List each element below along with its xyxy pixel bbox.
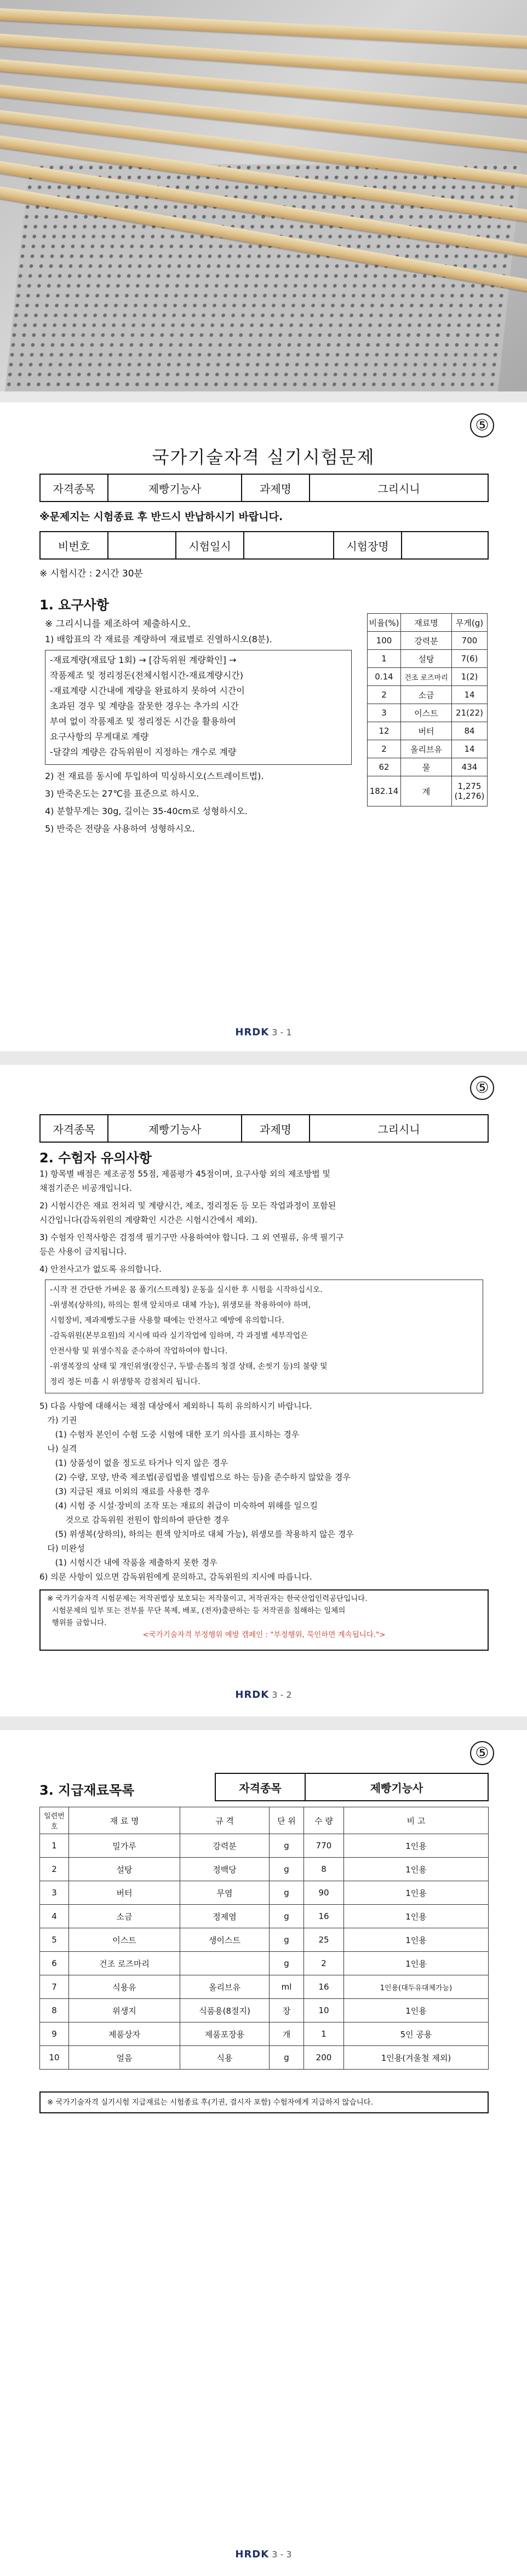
table-row [368, 686, 488, 704]
notice-item: (4) 시험 중 시설·장비의 조작 또는 재료의 취급이 미숙하여 위해를 일으킬 [39, 1501, 318, 1511]
id-label: 시험장명 [334, 532, 402, 559]
materials-cell: 식용 [180, 2046, 270, 2070]
materials-cell: 200 [304, 2046, 344, 2070]
recipe-cell: 1(2) [452, 668, 488, 686]
materials-cell [180, 1952, 270, 1975]
notice-item: (3) 지급된 재료 이외의 재료를 사용한 경우 [39, 1486, 210, 1496]
notice-line: -달걀의 계량은 감독위원이 지정하는 개수로 계량 [50, 747, 237, 757]
table-row [40, 1999, 489, 2022]
materials-cell: 밀가루 [69, 1834, 180, 1858]
recipe-cell: 설탕 [401, 650, 452, 668]
materials-cell: 무염 [180, 1881, 270, 1905]
safety-line: -위생복장의 상태 및 개인위생(장신구, 두발·손톱의 청결 상태, 손씻기 등)의 불량 및 [50, 1362, 328, 1371]
page-number-badge: ⑤ [470, 413, 494, 437]
recipe-cell: 700 [452, 632, 488, 650]
materials-cell: 1인용 [344, 1881, 489, 1905]
notice-item: 시간입니다(감독위원의 계량확인 시간은 시험시간에서 제외). [39, 1215, 257, 1225]
materials-cell: 소금 [69, 1905, 180, 1928]
materials-cell: g [270, 1834, 304, 1858]
req-item: 1) 배합표의 각 재료를 계량하여 재료별로 진열하시오(8분). [45, 634, 272, 644]
materials-cell: 1 [304, 2022, 344, 2046]
recipe-cell: 21(22) [452, 704, 488, 722]
notice-item: 것으로 감독위원 전원이 합의하여 판단한 경우 [39, 1515, 230, 1525]
table-row [40, 1952, 489, 1975]
table-row [368, 740, 488, 758]
table-row [40, 1858, 489, 1881]
materials-cell: 10 [40, 2046, 69, 2070]
notice-item: 등은 사용이 금지됩니다. [39, 1247, 127, 1257]
materials-cell: ml [270, 1975, 304, 1999]
materials-cell: 25 [304, 1928, 344, 1952]
recipe-cell: 건조 로즈마리 [401, 668, 452, 686]
warning-line: 행위를 금합니다. [47, 1618, 107, 1627]
hrdk-logo: HRDK [235, 2549, 270, 2560]
notice-item: 4) 안전사고가 없도록 유의합니다. [39, 1264, 162, 1274]
materials-cell: 장 [270, 1999, 304, 2022]
notice-item: 1) 항목별 배점은 제조공정 55점, 제품평가 45점이며, 요구사항 외의 제조방법 및 [39, 1169, 330, 1179]
notice-item: 2) 시험시간은 재료 전처리 및 계량시간, 제조, 정리정돈 등 모든 작업과정이 포함된 [39, 1201, 336, 1211]
materials-table [39, 1807, 489, 2070]
safety-line: 시험장비, 제과제빵도구를 사용할 때에는 안전사고 예방에 유의합니다. [50, 1316, 284, 1325]
materials-header-row [40, 1807, 489, 1834]
safety-line: 안전사항 및 위생수칙을 준수하여 작업하여야 합니다. [50, 1347, 228, 1356]
footer-page: 3 - 1 [272, 1027, 292, 1038]
materials-cell: 1인용 [344, 1905, 489, 1928]
page-footer [0, 1689, 527, 1701]
recipe-cell: 182.14 [368, 776, 401, 806]
info-table [39, 474, 489, 502]
notice-item: (1) 상품성이 없을 정도로 타거나 익지 않은 경우 [39, 1458, 228, 1468]
info-label: 자격종목 [40, 474, 108, 502]
recipe-cell: 3 [368, 704, 401, 722]
info-value: 제빵기능사 [108, 1115, 242, 1142]
table-row [40, 2022, 489, 2046]
materials-cell: 9 [40, 2022, 69, 2046]
subject-label: 자격종목 [215, 1773, 305, 1801]
recipe-header: 비율(%) [368, 614, 401, 632]
materials-cell: 1인용 [344, 1952, 489, 1975]
notice-item: 다) 미완성 [39, 1543, 85, 1553]
materials-cell: 정제염 [180, 1905, 270, 1928]
materials-cell: 1인용 [344, 1928, 489, 1952]
materials-cell: 이스트 [69, 1928, 180, 1952]
exam-page-3 [0, 1730, 527, 2576]
subject-value: 제빵기능사 [305, 1773, 488, 1801]
notice-line: 요구사항의 무게대로 계량 [50, 731, 149, 742]
footer-page: 3 - 3 [272, 2549, 292, 2560]
notice-item: (5) 위생복(상하의), 하의는 흰색 앞치마로 대체 가능), 위생모를 착용하지 않은 경우 [39, 1529, 354, 1539]
req-item: 4) 분할무게는 30g, 길이는 35-40cm로 성형하시오. [45, 806, 248, 816]
materials-cell: 770 [304, 1834, 344, 1858]
recipe-cell: 강력분 [401, 632, 452, 650]
notice-line: -재료계량(재료당 1회) → [감독위원 계량확인] → [50, 655, 237, 665]
materials-cell: 1인용(대두유대체가능) [344, 1975, 489, 1999]
table-row [368, 758, 488, 776]
copyright-warning [39, 1589, 489, 1651]
materials-cell: 건조 로즈마리 [69, 1952, 180, 1975]
safety-box [45, 1280, 483, 1393]
id-value [108, 532, 176, 559]
id-table [39, 531, 489, 560]
table-row [368, 722, 488, 740]
req-intro: ※ 그리시니를 제조하여 제출하시오. [45, 619, 191, 630]
materials-cell: 8 [304, 1858, 344, 1881]
materials-cell: 위생지 [69, 1999, 180, 2022]
materials-cell: g [270, 1952, 304, 1975]
notice-item: 가) 기권 [39, 1415, 77, 1425]
materials-header: 규 격 [180, 1807, 270, 1834]
recipe-cell: 계 [401, 776, 452, 806]
info-label: 자격종목 [40, 1115, 108, 1142]
section-heading: 2. 수험자 유의사항 [39, 1150, 152, 1166]
page-title: 국가기술자격 실기시험문제 [152, 447, 375, 468]
warning-line: ※ 국가기술자격 시험문제는 저작권법상 보호되는 저작물이고, 저작권자는 한국산업인력공단입니다. [47, 1594, 368, 1603]
info-label: 과제명 [242, 1115, 310, 1142]
recipe-cell: 버터 [401, 722, 452, 740]
id-label: 시험일시 [176, 532, 244, 559]
recipe-cell: 14 [452, 740, 488, 758]
return-note: ※문제지는 시험종료 후 반드시 반납하시기 바랍니다. [39, 511, 283, 523]
recipe-cell: 이스트 [401, 704, 452, 722]
info-table [39, 1114, 489, 1143]
recipe-header-row [368, 614, 488, 632]
req-item: 3) 반죽온도는 27℃를 표준으로 하시오. [45, 788, 199, 799]
exam-page-2 [0, 1065, 527, 1716]
materials-cell: 1인용 [344, 1834, 489, 1858]
safety-line: -위생복(상하의), 하의는 흰색 앞치마로 대체 가능), 위생모를 착용하여야 하며, [50, 1301, 311, 1310]
table-row [368, 650, 488, 668]
materials-cell: g [270, 1881, 304, 1905]
page-number-badge: ⑤ [470, 1741, 494, 1765]
materials-cell: 생이스트 [180, 1928, 270, 1952]
footer-page: 3 - 2 [272, 1690, 292, 1700]
materials-cell: 제품상자 [69, 2022, 180, 2046]
table-row [40, 1928, 489, 1952]
notice-line: -재료계량 시간내에 계량을 완료하지 못하여 시간이 [50, 685, 245, 696]
materials-warning: ※ 국가기술자격 실기시험 지급재료는 시험종료 후(기권, 결시자 포함) 수험자에게 지급하지 않습니다. [39, 2091, 489, 2113]
recipe-cell: 7(6) [452, 650, 488, 668]
table-row [40, 1881, 489, 1905]
materials-cell: 8 [40, 1999, 69, 2022]
notice-item: 5) 다음 사항에 대해서는 채점 대상에서 제외하니 특히 유의하시기 바랍니다. [39, 1401, 312, 1411]
info-value: 그리시니 [310, 474, 488, 502]
materials-cell: 정백당 [180, 1858, 270, 1881]
table-row [40, 1834, 489, 1858]
materials-cell: 얼음 [69, 2046, 180, 2070]
notice-item: 6) 의문 사항이 있으면 감독위원에게 문의하고, 감독위원의 지시에 따릅니다. [39, 1572, 312, 1582]
total-weight: 1,275 [457, 781, 482, 791]
materials-cell: 16 [304, 1905, 344, 1928]
safety-line: 정리 정돈 미흡 시 위생항목 감점처리 됩니다. [50, 1378, 201, 1386]
recipe-header: 재료명 [401, 614, 452, 632]
notice-item: 채점기준은 비공개입니다. [39, 1183, 132, 1193]
recipe-cell: 12 [368, 722, 401, 740]
materials-cell: 설탕 [69, 1858, 180, 1881]
table-row [40, 1975, 489, 1999]
recipe-cell: 0.14 [368, 668, 401, 686]
materials-cell: 90 [304, 1881, 344, 1905]
table-row [368, 668, 488, 686]
recipe-cell: 434 [452, 758, 488, 776]
section-heading: 3. 지급재료목록 [39, 1783, 135, 1798]
notice-item: 3) 수험자 인적사항은 검정색 필기구만 사용하여야 합니다. 그 외 연필류, 유색 필기구 [39, 1232, 344, 1242]
grissini-photo [0, 0, 527, 391]
materials-cell: 제품포장용 [180, 2022, 270, 2046]
materials-cell: g [270, 2046, 304, 2070]
notice-item: 나) 실격 [39, 1444, 77, 1454]
campaign-line: <국가기술자격 부정행위 예방 캠페인 : "부정행위, 묵인하면 계속됩니다."> [142, 1630, 386, 1639]
materials-cell: 5 [40, 1928, 69, 1952]
notice-item: (2) 수량, 모양, 반죽 제조법(공립법을 별립법으로 하는 등)을 준수하지 않았을 경우 [39, 1472, 351, 1482]
id-value [244, 532, 334, 559]
recipe-table [367, 613, 488, 806]
recipe-cell: 62 [368, 758, 401, 776]
page-footer [0, 2549, 527, 2560]
notice-line: 초과된 경우 및 계량을 잘못한 경우는 추가의 시간 [50, 701, 239, 711]
exam-page-1 [0, 402, 527, 1051]
total-weight-alt: (1,276) [454, 791, 485, 801]
recipe-header: 무게(g) [452, 614, 488, 632]
notice-line: 부여 없이 작품제조 및 정리정돈 시간을 활용하여 [50, 716, 236, 727]
safety-line: -시작 전 간단한 가벼운 몸 풀기(스트레칭) 운동을 실시한 후 시험을 시작하십시오. [50, 1286, 323, 1294]
table-row [368, 704, 488, 722]
weighing-notice-box [45, 650, 352, 765]
materials-cell: 개 [270, 2022, 304, 2046]
recipe-cell: 2 [368, 740, 401, 758]
table-row [40, 2046, 489, 2070]
info-value: 그리시니 [310, 1115, 488, 1142]
materials-cell: 16 [304, 1975, 344, 1999]
materials-header: 일련번호 [40, 1807, 69, 1834]
id-value [402, 532, 488, 559]
section-heading: 1. 요구사항 [39, 597, 109, 613]
materials-cell: g [270, 1858, 304, 1881]
materials-cell: 1인용 [344, 1999, 489, 2022]
recipe-cell: 2 [368, 686, 401, 704]
materials-cell: 식품용(8절지) [180, 1999, 270, 2022]
materials-cell: 1인용(겨울철 제외) [344, 2046, 489, 2070]
recipe-cell [452, 776, 488, 806]
recipe-cell: 14 [452, 686, 488, 704]
recipe-cell: 소금 [401, 686, 452, 704]
notice-item: (1) 시험시간 내에 작품을 제출하지 못한 경우 [39, 1558, 217, 1568]
notice-line: 작품제조 및 정리정돈(전체시험시간-재료계량시간) [50, 670, 244, 681]
hrdk-logo: HRDK [235, 1027, 270, 1038]
materials-cell: 2 [40, 1858, 69, 1881]
recipe-cell: 물 [401, 758, 452, 776]
materials-cell: g [270, 1928, 304, 1952]
subject-table [215, 1773, 489, 1801]
info-value: 제빵기능사 [108, 474, 242, 502]
materials-cell: 1 [40, 1834, 69, 1858]
materials-cell: 5인 공용 [344, 2022, 489, 2046]
req-item: 2) 전 재료를 동시에 투입하여 믹싱하시오(스트레이트법). [45, 771, 264, 781]
hrdk-logo: HRDK [235, 1689, 270, 1701]
materials-cell: g [270, 1905, 304, 1928]
safety-line: -감독위원(본부요원)의 지시에 따라 실기작업에 임하며, 각 과정별 세부작업은 [50, 1332, 308, 1340]
materials-cell: 3 [40, 1881, 69, 1905]
materials-cell: 2 [304, 1952, 344, 1975]
materials-cell: 10 [304, 1999, 344, 2022]
recipe-cell: 올리브유 [401, 740, 452, 758]
page-number-badge: ⑤ [470, 1076, 494, 1100]
materials-cell: 4 [40, 1905, 69, 1928]
req-item: 5) 반죽은 전량을 사용하여 성형하시오. [45, 823, 195, 834]
recipe-cell: 100 [368, 632, 401, 650]
materials-cell: 1인용 [344, 1858, 489, 1881]
materials-cell: 강력분 [180, 1834, 270, 1858]
info-label: 과제명 [242, 474, 310, 502]
materials-header: 비 고 [344, 1807, 489, 1834]
recipe-cell: 1 [368, 650, 401, 668]
table-row [40, 1905, 489, 1928]
page-footer [0, 1027, 527, 1038]
materials-cell: 6 [40, 1952, 69, 1975]
materials-cell: 7 [40, 1975, 69, 1999]
materials-cell: 버터 [69, 1881, 180, 1905]
warning-line: 시험문제의 일부 또는 전부를 무단 복제, 배포, (전자)출판하는 등 저작권을 침해하는 일체의 [47, 1606, 346, 1615]
materials-header: 단 위 [270, 1807, 304, 1834]
materials-header: 수 량 [304, 1807, 344, 1834]
id-label: 비번호 [40, 532, 108, 559]
materials-cell: 올리브유 [180, 1975, 270, 1999]
notice-item: (1) 수험자 본인이 수험 도중 시험에 대한 포기 의사를 표시하는 경우 [39, 1430, 300, 1439]
recipe-total-row [368, 776, 488, 806]
table-row [368, 632, 488, 650]
materials-cell: 식용유 [69, 1975, 180, 1999]
recipe-cell: 84 [452, 722, 488, 740]
time-note: ※ 시험시간 : 2시간 30분 [39, 568, 143, 579]
materials-header: 재 료 명 [69, 1807, 180, 1834]
